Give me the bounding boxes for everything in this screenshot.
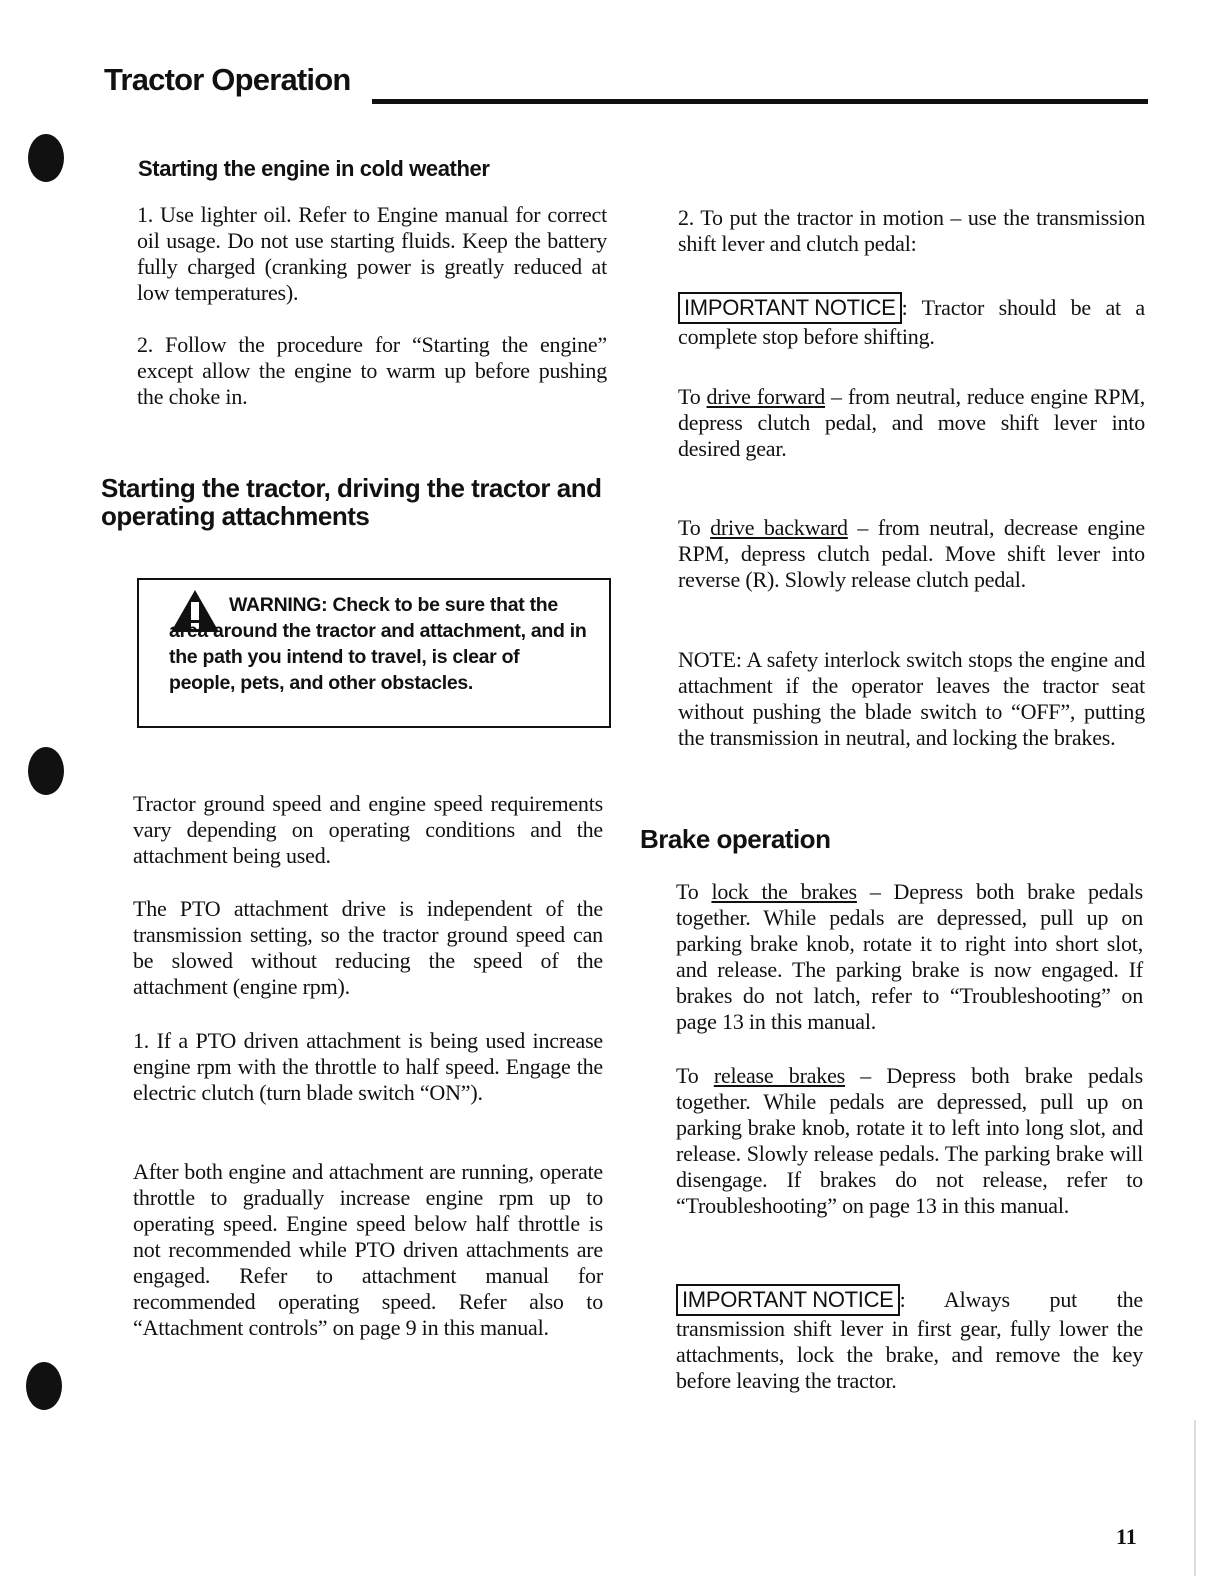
lock-brakes-term: lock the brakes — [711, 879, 857, 904]
page-title: Tractor Operation — [104, 62, 351, 97]
motion-step-2: 2. To put the tractor in motion – use the transmission shift lever and clutch pedal: — [678, 205, 1145, 256]
brake-operation-heading: Brake operation — [640, 824, 831, 854]
drive-forward-paragraph: To drive forward – from neutral, reduce engine RPM, depress clutch pedal, and move shift lever into desired gear. — [678, 384, 1145, 461]
pto-paragraph: The PTO attachment drive is independent of the transmission setting, so the tractor ground speed can be slowed without reducing the speed of the attachment (engine rpm). — [133, 896, 603, 999]
after-engine-running-paragraph: After both engine and attachment are running, operate throttle to gradually increase engine rpm up to operating speed. Engine speed below half throttle is not recommended while PTO driven attachments are engaged. Refer to attachment manual for recommended operating speed. Refer also to “Attachment controls” on page 9 in this manual. — [133, 1159, 603, 1340]
cold-weather-step-2: 2. Follow the procedure for “Starting the engine” except allow the engine to warm up before pushing the choke in. — [137, 332, 607, 409]
binder-hole-middle — [28, 747, 64, 795]
header-rule — [372, 99, 1148, 104]
cold-weather-heading: Starting the engine in cold weather — [138, 156, 490, 181]
pto-step-1: 1. If a PTO driven attachment is being used increase engine rpm with the throttle to half speed. Engage the electric clutch (turn blade switch “ON”). — [133, 1028, 603, 1105]
drive-backward-paragraph: To drive backward – from neutral, decrease engine RPM, depress clutch pedal. Move shift lever into reverse (R). Slowly release clutch pedal. — [678, 515, 1145, 592]
starting-tractor-heading: Starting the tractor, driving the tractor and operating attachments — [101, 473, 602, 531]
important-notice-label: IMPORTANT NOTICE — [678, 292, 902, 324]
drive-forward-term: drive forward — [706, 384, 826, 409]
safety-interlock-note: NOTE: A safety interlock switch stops the engine and attachment if the operator leaves the tractor seat without pushing the blade switch to “OFF”, putting the transmission in neutral, and locking the brakes. — [678, 647, 1145, 750]
drive-backward-term: drive backward — [710, 515, 848, 540]
ground-speed-paragraph: Tractor ground speed and engine speed requirements vary depending on operating conditions and the attachment being used. — [133, 791, 603, 868]
lock-brakes-paragraph: To lock the brakes – Depress both brake pedals together. While pedals are depressed, pull up on parking brake knob, rotate it to right into short slot, and release. The parking brake is now engaged. If brakes do not latch, refer to “Troubleshooting” on page 13 in this manual. — [676, 879, 1144, 1034]
warning-box — [137, 578, 611, 728]
warning-text: WARNING: Check to be sure that the area around the tractor and attachment, and in the path you intend to travel, is clear of people, pets, and other obstacles. — [169, 594, 587, 694]
release-brakes-term: release brakes — [713, 1063, 845, 1088]
cold-weather-section — [138, 156, 608, 182]
binder-hole-top — [28, 134, 64, 182]
important-notice-2: IMPORTANT NOTICE : Always put the transmission shift lever in first gear, fully lower the attachments, lock the brake, and remove the key before leaving the tractor. — [676, 1284, 1143, 1394]
cold-weather-step-1: 1. Use lighter oil. Refer to Engine manual for correct oil usage. Do not use starting fluids. Keep the battery fully charged (cranking power is greatly reduced at low temperatures). — [137, 202, 607, 305]
important-notice-label-2: IMPORTANT NOTICE — [676, 1284, 900, 1316]
important-notice-1: IMPORTANT NOTICE : Tractor should be at a complete stop before shifting. — [678, 292, 1145, 350]
page-number: 11 — [1116, 1524, 1137, 1549]
scan-edge-line — [1194, 1420, 1196, 1576]
release-brakes-paragraph: To release brakes – Depress both brake pedals together. While pedals are depressed, pull up on parking brake knob, rotate it to left into long slot, and release. Slowly release pedals. The parking brake will disengage. If brakes do not release, refer to “Troubleshooting” on page 13 in this manual. — [676, 1063, 1143, 1218]
binder-hole-bottom — [26, 1362, 62, 1410]
